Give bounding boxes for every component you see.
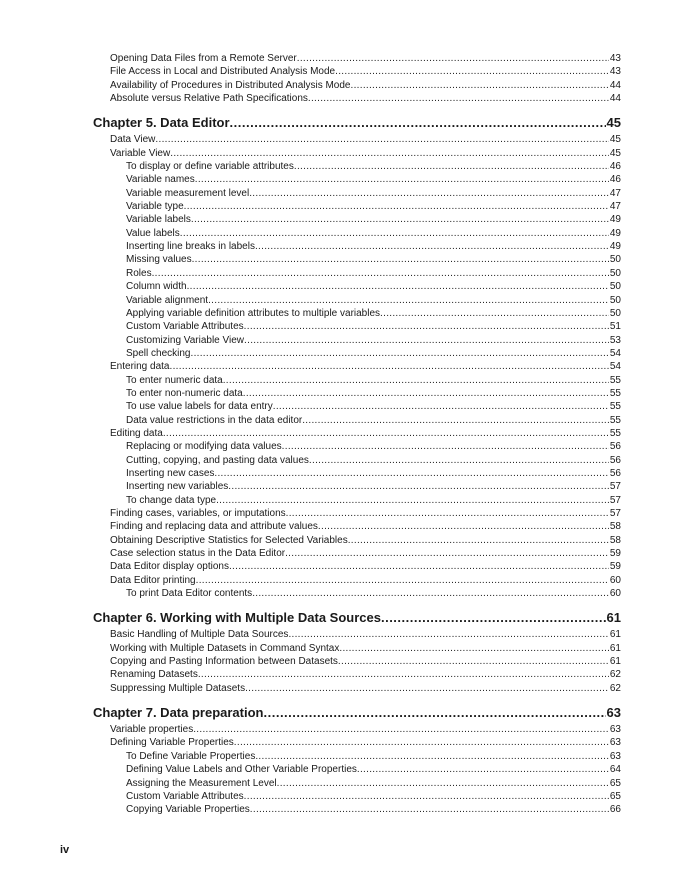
dot-leader [180,227,609,240]
toc-entry[interactable] [93,173,621,186]
dot-leader [208,294,609,307]
toc-entry-page: 55 [609,414,621,426]
toc-entry-page: 44 [609,79,621,91]
toc-entry-title: Custom Variable Attributes [126,321,244,333]
dot-leader [339,642,609,655]
toc-entry-page: 55 [609,401,621,413]
dot-leader [380,307,609,320]
toc-entry-title: Variable type [126,201,184,213]
toc-entry-title: Variable labels [126,214,191,226]
toc-entry-page: 61 [609,629,621,641]
dot-leader [193,723,609,736]
toc-entry-title: Opening Data Files from a Remote Server [110,53,297,64]
dot-leader [308,92,609,105]
toc-entry[interactable] [93,253,621,266]
toc-entry-title: Data Editor printing [110,574,196,586]
toc-entry-page: 46 [609,161,621,173]
toc-entry-page: 57 [609,494,621,506]
dot-leader [309,454,609,467]
toc-chapter-entry[interactable] [93,608,621,628]
page-number: iv [60,844,70,856]
toc-entry-page: 54 [609,347,621,359]
toc-entry[interactable] [93,347,621,360]
toc-entry-title: Variable measurement level [126,187,250,199]
dot-leader [198,668,609,681]
toc-entry-page: 55 [609,374,621,386]
toc-entry-page: 49 [609,214,621,226]
toc-entry[interactable] [93,147,621,160]
toc-entry-page: 61 [606,610,621,626]
toc-entry[interactable] [93,400,621,413]
toc-entry-title: Column width [126,281,187,293]
toc-entry-page: 47 [609,187,621,199]
dot-leader [170,147,609,160]
dot-leader [245,682,609,695]
dot-leader [228,480,609,493]
toc-entry-page: 64 [609,764,621,776]
toc-entry-title: Basic Handling of Multiple Data Sources [110,629,289,641]
toc-entry[interactable] [93,65,621,78]
dot-leader [252,587,609,600]
toc-entry-title: Working with Multiple Datasets in Command Syntax [110,642,340,654]
dot-leader [250,803,609,816]
toc-entry[interactable] [93,267,621,280]
dot-leader [335,65,609,78]
toc-entry-page: 58 [609,521,621,533]
toc-entry-page: 51 [609,321,621,333]
toc-entry-title: Custom Variable Attributes [126,790,244,802]
toc-entry-page: 59 [609,548,621,560]
toc-entry-page: 62 [609,682,621,694]
toc-entry[interactable] [93,574,621,587]
dot-leader [152,267,609,280]
toc-entry-page: 46 [609,174,621,186]
toc-entry-page: 50 [609,267,621,279]
toc-entry-page: 49 [609,241,621,253]
toc-entry-title: To display or define variable attributes [126,161,294,173]
toc-entry[interactable] [93,334,621,347]
dot-leader [230,113,606,133]
toc-entry[interactable] [93,200,621,213]
dot-leader [351,79,609,92]
toc-entry-page: 65 [609,790,621,802]
toc-entry-page: 60 [609,574,621,586]
toc-entry-page: 56 [609,467,621,479]
toc-entry-page: 63 [609,737,621,749]
toc-entry[interactable] [93,294,621,307]
toc-entry-page: 55 [609,427,621,439]
toc-entry-title: To Define Variable Properties [126,750,256,762]
toc-entry-title: Data value restrictions in the data editor [126,414,303,426]
dot-leader [294,160,609,173]
toc-entry-page: 63 [606,705,621,721]
dot-leader [302,414,609,427]
toc-entry-title: Editing data [110,427,163,439]
toc-entry-title: Missing values [126,254,192,266]
toc-entry[interactable] [93,320,621,333]
toc-entry-page: 55 [609,387,621,399]
toc-entry[interactable] [93,280,621,293]
toc-entry-page: 43 [609,53,621,64]
toc-entry-page: 66 [609,804,621,816]
dot-leader [234,736,609,749]
toc-entry-title: Availability of Procedures in Distributed Analysis Mode [110,79,351,91]
toc-entry[interactable] [93,790,621,803]
dot-leader [190,347,608,360]
toc-entry[interactable] [93,374,621,387]
toc-entry[interactable] [93,360,621,373]
toc-entry-title: Inserting new variables [126,481,229,493]
toc-entry-page: 53 [609,334,621,346]
toc-entry-title: Data Editor display options [110,561,229,573]
toc-entry-page: 57 [609,508,621,519]
toc-entry-title: To use value labels for data entry [126,401,273,413]
dot-leader [318,520,609,533]
toc-entry-title: Chapter 5. Data Editor [93,115,230,131]
toc-entry-page: 63 [609,750,621,762]
toc-entry-page: 61 [609,642,621,654]
toc-chapter-entry[interactable] [93,113,621,133]
toc-entry-title: Obtaining Descriptive Statistics for Selected Variables [110,534,348,546]
toc-entry-page: 61 [609,656,621,668]
toc-entry-page: 45 [606,115,621,131]
toc-entry[interactable] [93,803,621,816]
toc-entry-title: Value labels [126,227,180,239]
toc-entry[interactable] [93,480,621,493]
toc-entry-page: 43 [609,66,621,78]
toc-entry-title: Copying and Pasting Information between Datasets [110,656,338,668]
toc-chapter-entry[interactable] [93,703,621,723]
toc-entry[interactable] [93,92,621,105]
toc-entry[interactable] [93,467,621,480]
toc-entry-page: 45 [609,134,621,146]
dot-leader [244,334,609,347]
table-of-contents [93,52,621,817]
dot-leader [273,400,609,413]
toc-entry-title: Variable names [126,174,195,186]
dot-leader [297,52,609,65]
toc-entry-page: 56 [609,441,621,453]
toc-entry[interactable] [93,227,621,240]
toc-entry-page: 54 [609,361,621,373]
toc-entry[interactable] [93,507,621,520]
toc-entry-title: Case selection status in the Data Editor [110,548,286,560]
toc-entry[interactable] [93,655,621,668]
dot-leader [348,534,609,547]
toc-entry[interactable] [93,560,621,573]
toc-entry[interactable] [93,763,621,776]
toc-entry-title: Replacing or modifying data values [126,441,282,453]
toc-entry-title: File Access in Local and Distributed Analysis Mode [110,66,336,78]
dot-leader [191,213,609,226]
toc-entry-title: Customizing Variable View [126,334,245,346]
toc-entry[interactable] [93,240,621,253]
dot-leader [192,253,609,266]
toc-entry[interactable] [93,387,621,400]
toc-entry[interactable] [93,440,621,453]
toc-entry[interactable] [93,642,621,655]
dot-leader [249,187,609,200]
toc-entry[interactable] [93,414,621,427]
toc-entry[interactable] [93,494,621,507]
dot-leader [196,574,609,587]
dot-leader [338,655,609,668]
toc-entry[interactable] [93,750,621,763]
dot-leader [195,173,609,186]
toc-entry-title: Defining Variable Properties [110,737,234,749]
toc-entry-title: To change data type [126,494,217,506]
toc-entry-title: Roles [126,267,152,279]
dot-leader [243,387,609,400]
dot-leader [277,777,609,790]
toc-entry-title: Data View [110,134,156,146]
toc-entry-page: 60 [609,588,621,600]
dot-leader [244,790,609,803]
toc-entry-title: Spell checking [126,347,191,359]
toc-entry-title: Inserting new cases [126,467,215,479]
toc-entry-title: Finding and replacing data and attribute values [110,521,318,533]
toc-entry[interactable] [93,307,621,320]
dot-leader [216,494,609,507]
dot-leader [255,750,609,763]
toc-entry[interactable] [93,52,621,65]
toc-entry-title: To print Data Editor contents [126,588,253,600]
dot-leader [285,547,609,560]
toc-entry[interactable] [93,736,621,749]
toc-entry-title: To enter numeric data [126,374,223,386]
dot-leader [244,320,609,333]
toc-entry-title: Variable properties [110,724,194,736]
toc-entry-page: 62 [609,669,621,681]
dot-leader [214,467,608,480]
dot-leader [357,763,609,776]
toc-entry-page: 44 [609,93,621,105]
dot-leader [381,608,606,628]
toc-entry[interactable] [93,534,621,547]
toc-entry-title: Entering data [110,361,170,373]
toc-entry[interactable] [93,160,621,173]
toc-entry[interactable] [93,723,621,736]
toc-entry[interactable] [93,213,621,226]
toc-entry-page: 50 [609,307,621,319]
dot-leader [184,200,609,213]
toc-entry-page: 56 [609,454,621,466]
toc-entry-title: Assigning the Measurement Level [126,777,277,789]
toc-entry-title: Finding cases, variables, or imputations [110,508,286,519]
toc-entry-title: Chapter 6. Working with Multiple Data Sources [93,610,381,626]
toc-entry-title: Chapter 7. Data preparation [93,705,264,721]
dot-leader [264,703,606,723]
toc-entry-page: 59 [609,561,621,573]
toc-entry-page: 49 [609,227,621,239]
toc-entry-title: Cutting, copying, and pasting data values [126,454,309,466]
toc-entry[interactable] [93,427,621,440]
toc-entry[interactable] [93,454,621,467]
toc-entry-page: 63 [609,724,621,736]
toc-entry-page: 47 [609,201,621,213]
toc-entry-title: Copying Variable Properties [126,804,250,816]
toc-entry-page: 45 [609,147,621,159]
toc-entry[interactable] [93,628,621,641]
toc-entry[interactable] [93,587,621,600]
toc-entry-title: Suppressing Multiple Datasets [110,682,246,694]
dot-leader [286,507,609,520]
toc-entry-title: Renaming Datasets [110,669,198,681]
toc-entry[interactable] [93,668,621,681]
dot-leader [170,360,609,373]
toc-entry[interactable] [93,133,621,146]
dot-leader [255,240,609,253]
toc-entry-page: 50 [609,281,621,293]
toc-entry[interactable] [93,682,621,695]
toc-entry-title: Defining Value Labels and Other Variable Properties [126,764,357,776]
dot-leader [288,628,608,641]
toc-entry[interactable] [93,520,621,533]
toc-entry-title: Inserting line breaks in labels [126,241,255,253]
toc-entry-page: 65 [609,777,621,789]
toc-entry[interactable] [93,777,621,790]
toc-entry-page: 50 [609,254,621,266]
toc-entry-title: Applying variable definition attributes to multiple variables [126,307,381,319]
toc-entry-page: 57 [609,481,621,493]
dot-leader [229,560,609,573]
dot-leader [282,440,609,453]
toc-entry-title: To enter non-numeric data [126,387,243,399]
toc-entry-title: Variable View [110,147,171,159]
toc-entry[interactable] [93,547,621,560]
toc-entry-page: 58 [609,534,621,546]
dot-leader [163,427,609,440]
dot-leader [155,133,608,146]
toc-entry[interactable] [93,187,621,200]
toc-entry-title: Variable alignment [126,294,209,306]
toc-entry-page: 50 [609,294,621,306]
dot-leader [223,374,609,387]
toc-entry[interactable] [93,79,621,92]
dot-leader [187,280,609,293]
toc-entry-title: Absolute versus Relative Path Specifications [110,93,308,105]
